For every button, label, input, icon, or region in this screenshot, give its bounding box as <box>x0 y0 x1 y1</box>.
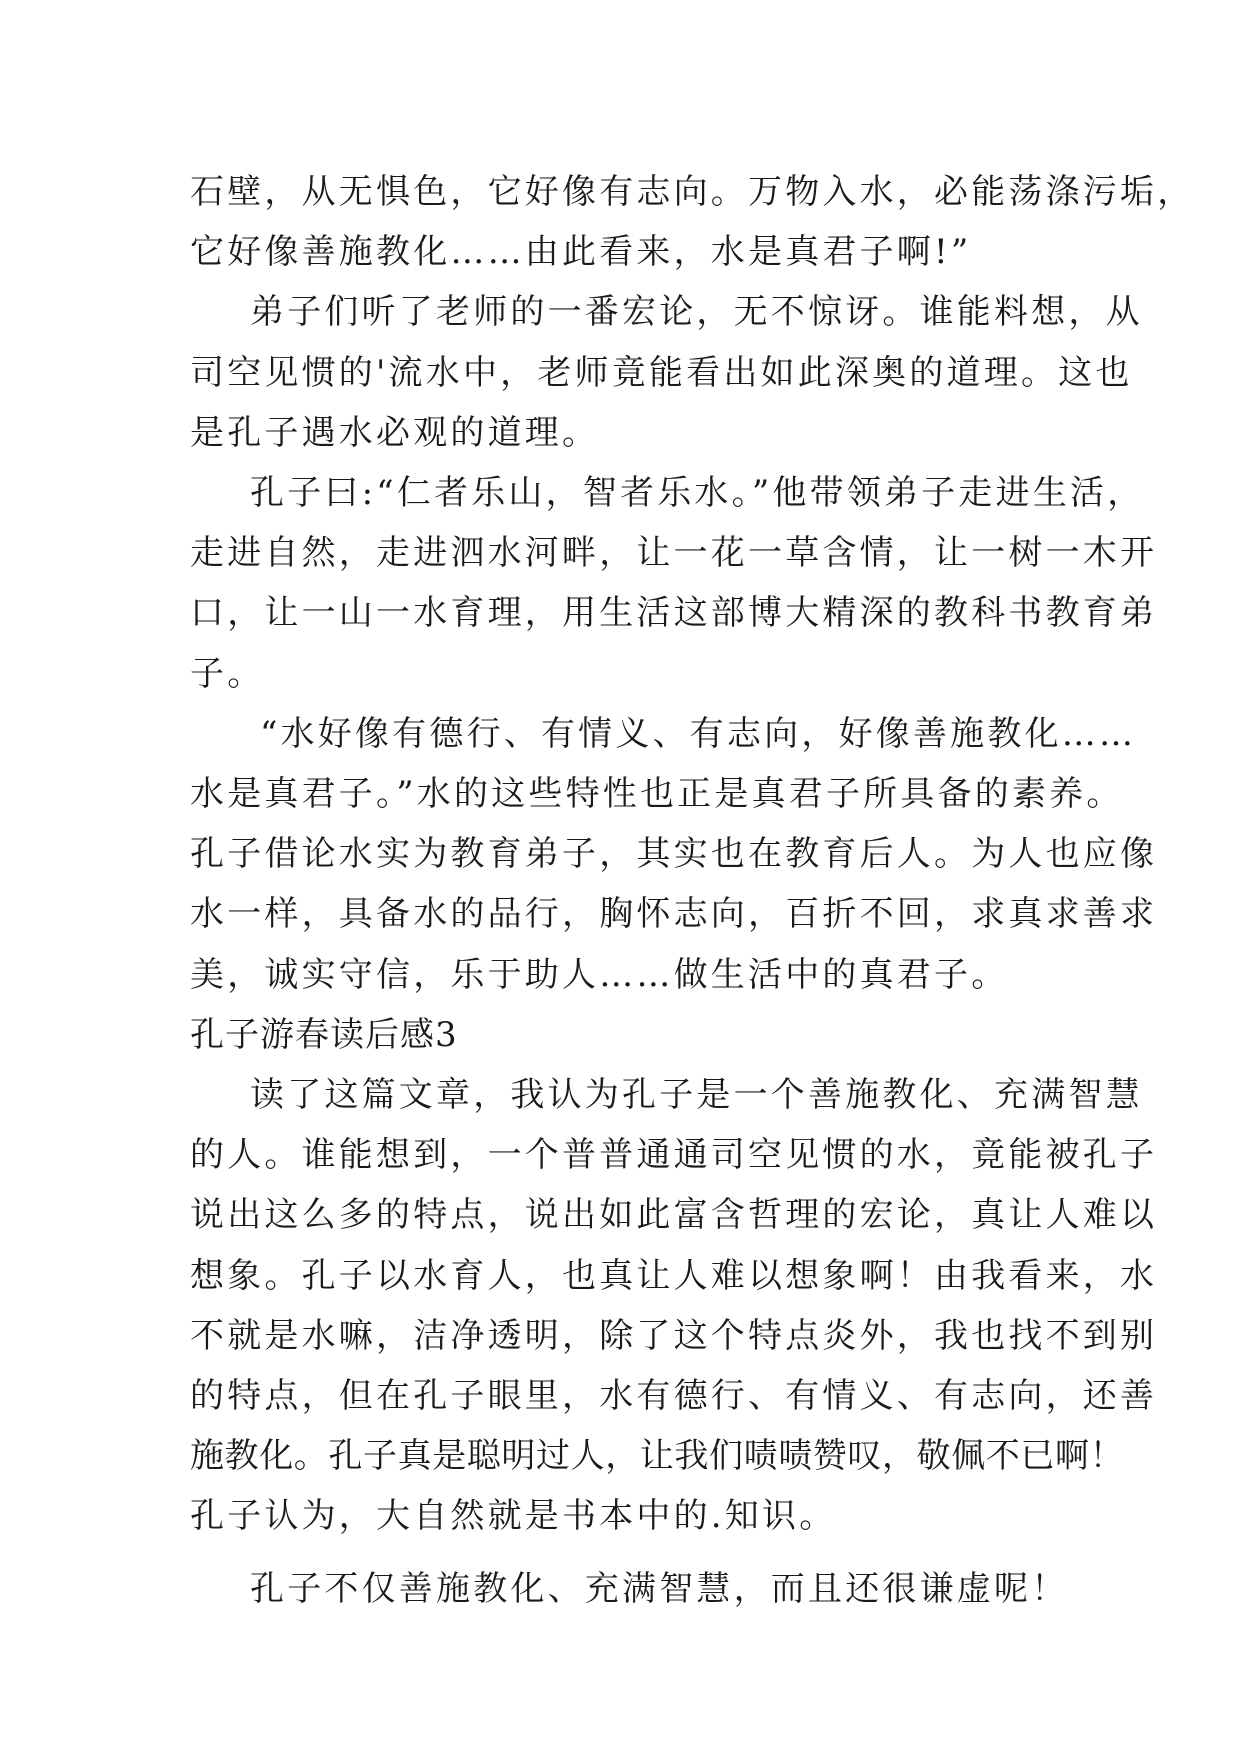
paragraph-2 <box>190 282 1143 463</box>
paragraph-line: 它好像善施教化……由此看来，水是真君子啊!” <box>190 232 972 273</box>
paragraph-line: 子。 <box>190 653 265 694</box>
paragraph-3 <box>190 463 1158 704</box>
paragraph-line: 美，诚实守信，乐于助人……做生活中的真君子。 <box>190 954 1009 995</box>
paragraph-line: 孔子借论水实为教育弟子，其实也在教育后人。为人也应像 <box>190 834 1158 875</box>
paragraph-line: 的特点，但在孔子眼里，水有德行、有情义、有志向，还善 <box>190 1376 1158 1417</box>
paragraph-6 <box>190 1559 1069 1619</box>
paragraph-line: 水是真君子。”水的这些特性也正是真君子所具备的素养。 <box>190 774 1124 815</box>
section-heading: 孔子游春读后感3 <box>190 1014 458 1055</box>
paragraph-line: 是孔子遇水必观的道理。 <box>190 412 600 453</box>
paragraph-line: 孔子曰:“仁者乐山，智者乐水。”他带领弟子走进生活， <box>250 473 1145 514</box>
paragraph-line: 想象。孔子以水育人，也真让人难以想象啊！由我看来，水 <box>190 1255 1158 1296</box>
paragraph-line: 说出这么多的特点，说出如此富含哲理的宏论，真让人难以 <box>190 1195 1158 1236</box>
paragraph-line: 水一样，具备水的品行，胸怀志向，百折不回，求真求善求 <box>190 894 1158 935</box>
paragraph-line: 司空见惯的'流水中，老师竟能看出如此深奥的道理。这也 <box>190 352 1133 393</box>
paragraph-line: 孔子认为，大自然就是书本中的.知识。 <box>190 1496 837 1537</box>
paragraph-line: 走进自然，走进泗水河畔，让一花一草含情，让一树一木开 <box>190 533 1158 574</box>
paragraph-4 <box>190 704 1158 1005</box>
paragraph-line: “水好像有德行、有情义、有志向，好像善施教化…… <box>260 713 1137 754</box>
paragraph-1 <box>190 162 1195 282</box>
paragraph-line: 石壁，从无惧色，它好像有志向。万物入水，必能荡涤污垢， <box>190 172 1195 212</box>
paragraph-line: 弟子们听了老师的一番宏论，无不惊讶。谁能料想，从 <box>250 292 1143 333</box>
paragraph-line: 不就是水嘛，洁净透明，除了这个特点炎外，我也找不到别 <box>190 1315 1158 1356</box>
paragraph-line: 施教化。孔子真是聪明过人，让我们啧啧赞叹，敬佩不已啊！ <box>190 1436 1125 1477</box>
paragraph-line: 孔子不仅善施教化、充满智慧，而且还很谦虚呢！ <box>250 1568 1069 1609</box>
paragraph-line: 的人。谁能想到，一个普普通通司空见惯的水，竟能被孔子 <box>190 1135 1158 1176</box>
paragraph-line: 口，让一山一水育理，用生活这部博大精深的教科书教育弟 <box>190 593 1158 634</box>
paragraph-5 <box>190 1065 1158 1547</box>
paragraph-line: 读了这篇文章，我认为孔子是一个善施教化、充满智慧 <box>250 1075 1143 1116</box>
article-body <box>190 162 1195 1619</box>
